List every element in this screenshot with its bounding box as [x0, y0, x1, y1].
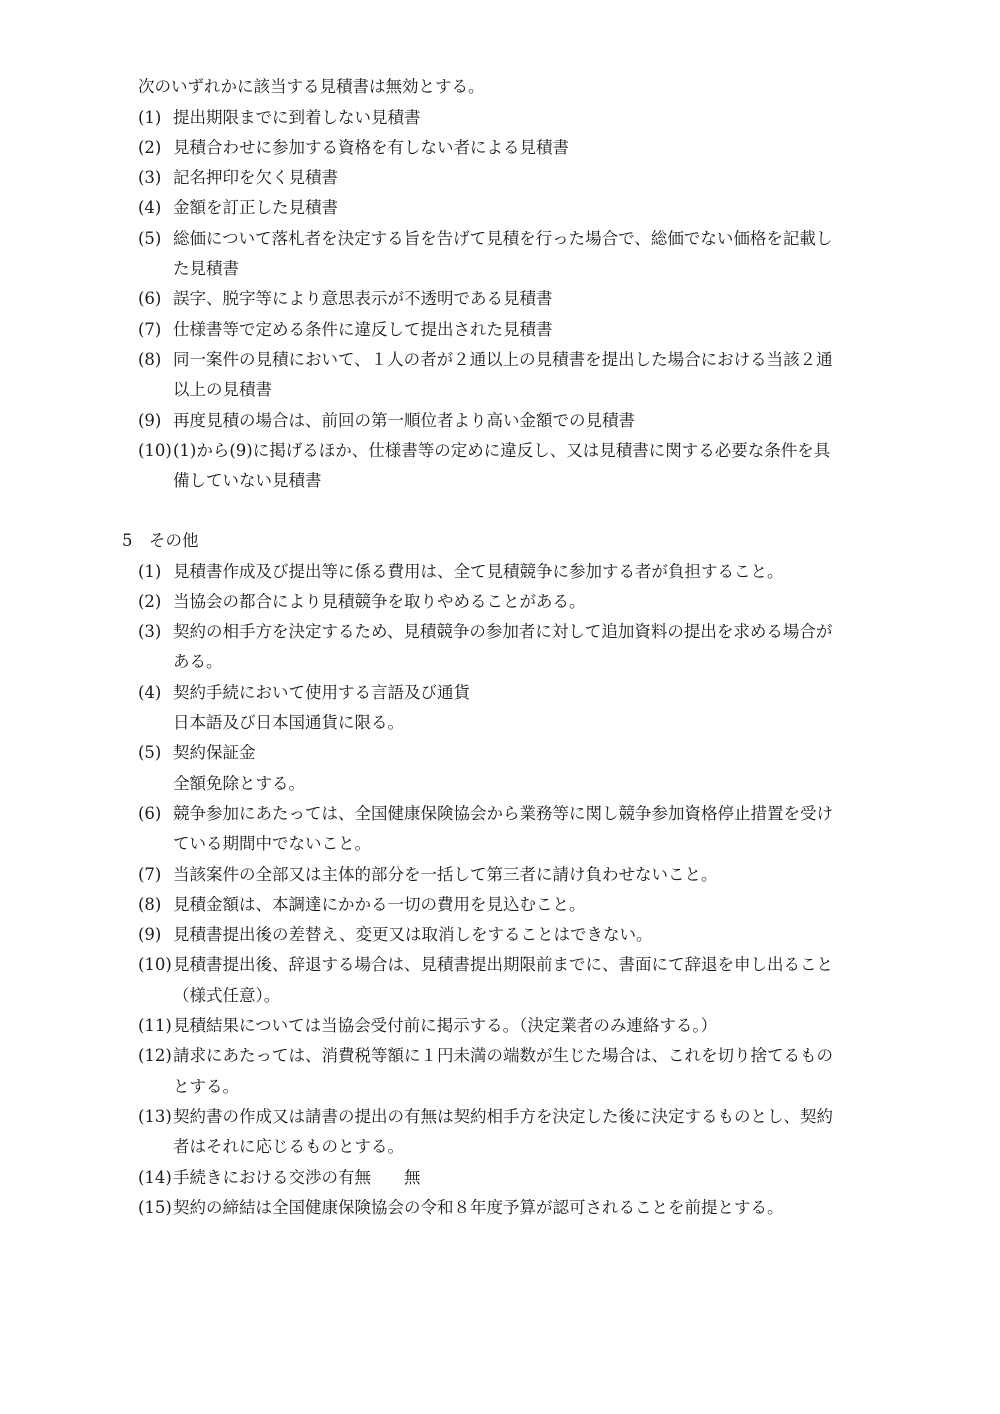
invalid-item-text: 金額を訂正した見積書 — [173, 198, 338, 218]
section5-item-number: (11) — [138, 1016, 172, 1035]
section5-item-number: (9) — [138, 925, 162, 945]
section5-item-number: (15) — [138, 1197, 172, 1217]
section5-item-text: 当該案件の全部又は主体的部分を一括して第三者に請け負わせないこと。 — [173, 864, 718, 884]
section5-item-number: (3) — [138, 622, 162, 642]
invalid-item-text: 総価について落札者を決定する旨を告げて見積を行った場合で、総価でない価格を記載し — [173, 228, 833, 248]
invalid-item-text: (1)から(9)に掲げるほか、仕様書等の定めに違反し、又は見積書に関する必要な条件を具 — [173, 440, 831, 460]
section5-item-number: (10) — [138, 955, 172, 975]
section-5-heading: 5 その他 — [122, 531, 199, 550]
invalid-item-text: 備していない見積書 — [173, 471, 322, 491]
invalid-item-number: (1) — [138, 107, 162, 127]
invalid-item-number: (7) — [138, 319, 162, 339]
invalid-item-text: 誤字、脱字等により意思表示が不透明である見積書 — [173, 289, 553, 309]
section5-item-number: (12) — [138, 1046, 172, 1066]
invalid-item-text: 記名押印を欠く見積書 — [173, 168, 338, 188]
section5-item-text: 見積書作成及び提出等に係る費用は、全て見積競争に参加する者が負担すること。 — [173, 561, 784, 581]
section5-item-text: ている期間中でないこと。 — [173, 834, 371, 854]
section5-item-text: 全額免除とする。 — [173, 773, 305, 793]
invalid-item-number: (10) — [138, 440, 172, 460]
section5-item-text: 契約の締結は全国健康保険協会の令和８年度予算が認可されることを前提とする。 — [173, 1197, 784, 1217]
invalid-item-number: (3) — [138, 168, 162, 188]
section5-item-text: 見積結果については当協会受付前に掲示する。（決定業者のみ連絡する。） — [173, 1016, 718, 1035]
section5-item-text: 請求にあたっては、消費税等額に１円未満の端数が生じた場合は、これを切り捨てるもの — [173, 1046, 833, 1066]
invalid-item-text: た見積書 — [173, 259, 239, 278]
invalid-item-text: 見積合わせに参加する資格を有しない者による見積書 — [173, 137, 569, 157]
section5-item-number: (7) — [138, 864, 162, 884]
section5-item-text: ある。 — [173, 652, 223, 672]
invalid-item-text: 以上の見積書 — [173, 380, 272, 400]
section5-item-number: (5) — [138, 743, 162, 763]
invalid-item-number: (8) — [138, 349, 162, 369]
section5-item-text: 手続きにおける交渉の有無 無 — [173, 1167, 421, 1187]
invalid-item-number: (9) — [138, 410, 162, 430]
section5-item-text: 者はそれに応じるものとする。 — [173, 1137, 404, 1157]
section5-item-number: (6) — [138, 803, 162, 823]
invalid-item-text: 再度見積の場合は、前回の第一順位者より高い金額での見積書 — [173, 410, 635, 430]
section5-item-text: 見積金額は、本調達にかかる一切の費用を見込むこと。 — [173, 894, 586, 914]
section5-item-text: 契約手続において使用する言語及び通貨 — [173, 682, 470, 702]
invalid-item-text: 仕様書等で定める条件に違反して提出された見積書 — [173, 319, 553, 339]
invalid-item-number: (2) — [138, 137, 162, 157]
section5-item-text: 契約書の作成又は請書の提出の有無は契約相手方を決定した後に決定するものとし、契約 — [173, 1106, 833, 1126]
invalid-item-text: 提出期限までに到着しない見積書 — [173, 107, 421, 127]
section5-item-text: 日本語及び日本国通貨に限る。 — [173, 713, 404, 732]
section5-item-text: 契約保証金 — [173, 743, 256, 763]
section5-item-text: 見積書提出後、辞退する場合は、見積書提出期限前までに、書面にて辞退を申し出ること — [173, 955, 833, 975]
section5-item-text: 当協会の都合により見積競争を取りやめることがある。 — [173, 591, 586, 611]
invalid-item-number: (5) — [138, 228, 162, 248]
section5-item-text: （様式任意）。 — [173, 985, 281, 1005]
section5-item-number: (13) — [138, 1106, 172, 1126]
section5-item-number: (14) — [138, 1167, 172, 1187]
invalid-item-text: 同一案件の見積において、１人の者が２通以上の見積書を提出した場合における当該２通 — [173, 349, 833, 369]
section5-item-text: とする。 — [173, 1076, 239, 1096]
section5-item-number: (8) — [138, 894, 162, 914]
section5-item-text: 見積書提出後の差替え、変更又は取消しをすることはできない。 — [173, 925, 653, 945]
section5-item-number: (4) — [138, 682, 162, 702]
section5-item-number: (1) — [138, 561, 162, 581]
section5-item-number: (2) — [138, 591, 162, 611]
intro-text: 次のいずれかに該当する見積書は無効とする。 — [138, 77, 485, 96]
section5-item-text: 契約の相手方を決定するため、見積競争の参加者に対して追加資料の提出を求める場合が — [173, 622, 833, 642]
invalid-item-number: (6) — [138, 289, 162, 309]
section5-item-text: 競争参加にあたっては、全国健康保険協会から業務等に関し競争参加資格停止措置を受け — [173, 803, 833, 823]
invalid-item-number: (4) — [138, 198, 162, 218]
